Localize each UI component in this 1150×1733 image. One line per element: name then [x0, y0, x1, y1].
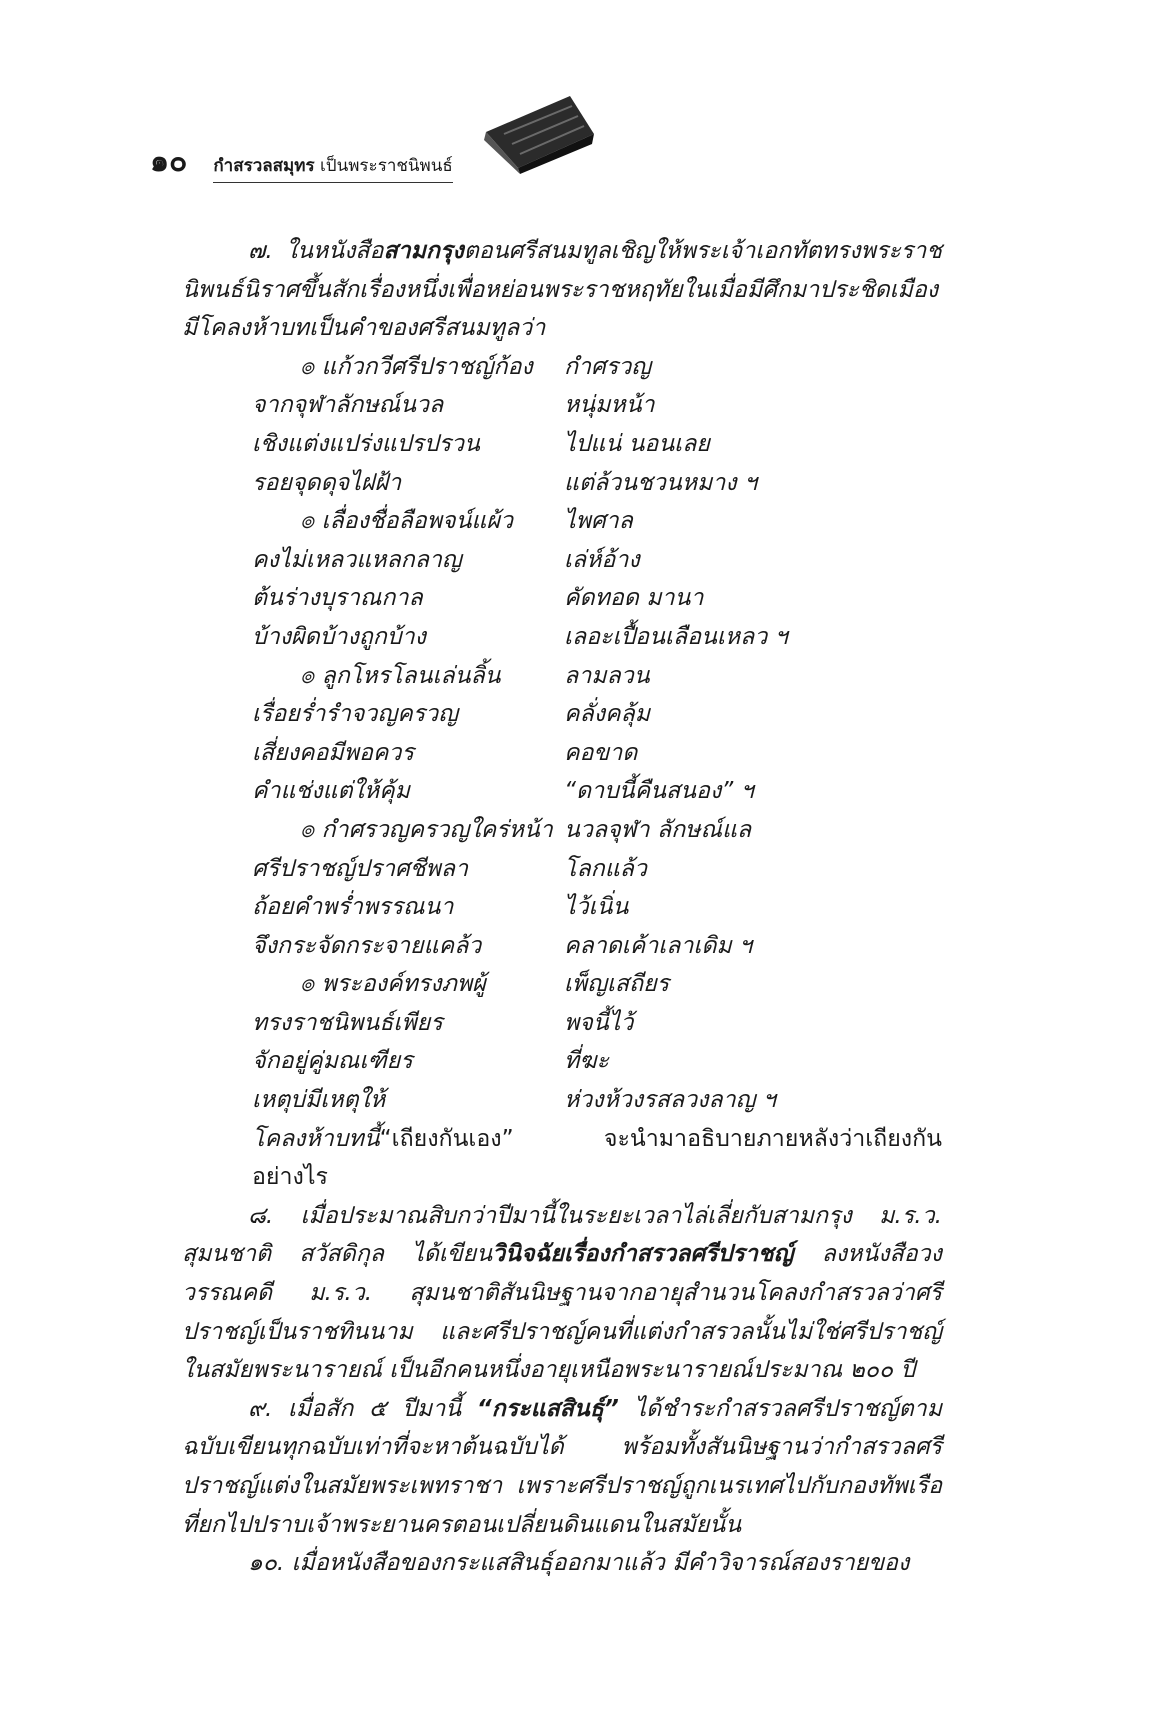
poem-line-second: คอขาด	[564, 738, 638, 766]
poem-line-first: รอยจุดดุจไฝฝ้า	[252, 468, 402, 496]
poem-line-first: จึงกระจัดกระจายแคล้ว	[252, 931, 482, 959]
poem-line-second: ไพศาล	[564, 507, 633, 535]
poem-line	[182, 464, 942, 503]
poem-line-first: ๏ แก้วกวีศรีปราชญ์ก้อง	[300, 352, 533, 380]
body-text	[182, 232, 942, 1583]
poem-line-second: เลอะเปื้อนเลือนเหลว ฯ	[564, 622, 788, 650]
poem-line	[182, 927, 942, 966]
poem-line-second: ที่ฆะ	[564, 1047, 609, 1075]
poem-line-first: ศรีปราชญ์ปราศชีพลา	[252, 854, 469, 882]
poem-line	[182, 850, 942, 889]
paragraph-10: ๑๐. เมื่อหนังสือของกระแสสินธุ์ออกมาแล้ว มีคำวิจารณ์สองรายของ	[248, 1549, 910, 1577]
poem-line-first: ทรงราชนิพนธ์เพียร	[252, 1008, 443, 1036]
poem-line-first: เรื่อยร่ำรำจวญครวญ	[252, 700, 458, 728]
poem-line-first: ๏ พระองค์ทรงภพผู้	[300, 970, 486, 998]
poem-line	[182, 1081, 942, 1120]
poem-line	[182, 1004, 942, 1043]
poem-line	[182, 657, 942, 696]
poem-line-second: คัดทอด มานา	[564, 584, 704, 612]
paragraph-8	[182, 1197, 942, 1390]
paragraph-9	[182, 1390, 942, 1544]
poem-line-first: คงไม่เหลวแหลกลาญ	[252, 545, 462, 573]
poem-line	[182, 888, 942, 927]
poem-line	[182, 618, 942, 657]
poem	[182, 348, 942, 1120]
paragraph-9-prefix: ๙. เมื่อสัก ๕ ปีมานี้	[248, 1394, 477, 1422]
poem-line	[182, 1042, 942, 1081]
poem-line-first: ถ้อยคำพร่ำพรรณนา	[252, 893, 454, 921]
poem-line-first: ๏ เลื่องชื่อลือพจน์แผ้ว	[300, 507, 513, 535]
poem-line-second: คลาดเค้าเลาเดิม ฯ	[564, 931, 753, 959]
poem-line	[182, 695, 942, 734]
poem-line-first: จักอยู่คู่มณเฑียร	[252, 1047, 413, 1075]
poem-line-second: หนุ่มหน้า	[564, 391, 655, 419]
after-poem-plain: “เถียงกันเอง” จะนำมาอธิบายภายหลังว่าเถียงกัน อย่างไร	[252, 1124, 942, 1191]
after-poem-line	[182, 1120, 942, 1197]
paragraph-7-bold: สามกรุง	[383, 237, 464, 264]
poem-line-first: ต้นร่างบุราณกาล	[252, 584, 423, 612]
poem-line	[182, 386, 942, 425]
poem-line	[182, 965, 942, 1004]
poem-line-first: จากจุฬาลักษณ์นวล	[252, 391, 444, 419]
poem-line-first: บ้างผิดบ้างถูกบ้าง	[252, 622, 426, 650]
paragraph-9-bold: “กระแสสินธุ์”	[476, 1394, 619, 1422]
paragraph-7	[182, 232, 942, 348]
paragraph-8-rest: ลงหนังสือวงวรรณคดี ม.ร.ว. สุมนชาติสันนิษฐานจากอายุสำนวนโคลงกำสรวลว่าศรีปราชญ์เป็นราชทินนาม และศรีปราชญ์คนที่แต่งกำสรวลนั้นไม่ใช่ศรีปราชญ์ในสมัยพระนารายณ์ เป็นอีกคนหนึ่งอายุเหนือพระนารายณ์ประมาณ ๒๐๐ ปี	[182, 1240, 942, 1384]
book-decoration-icon	[484, 94, 596, 174]
poem-line-second: “ดาบนี้คืนสนอง” ฯ	[564, 777, 754, 805]
poem-line	[182, 811, 942, 850]
poem-line-first: ๏ กำศรวญครวญใคร่หน้า	[300, 815, 553, 843]
page-header	[150, 138, 453, 185]
poem-line-second: กำศรวญ	[564, 352, 652, 380]
poem-line	[182, 734, 942, 773]
poem-line	[182, 348, 942, 387]
poem-line-first: ๏ ลูกโหรโลนเล่นลิ้น	[300, 661, 501, 689]
poem-line-first: เชิงแต่งแปร่งแปรปรวน	[252, 429, 480, 457]
poem-line-second: ห่วงห้วงรสลวงลาญ ฯ	[564, 1086, 776, 1114]
paragraph-8-bold: วินิจฉัยเรื่องกำสรวลศรีปราชญ์	[492, 1240, 794, 1268]
poem-line	[182, 425, 942, 464]
paragraph-7-rest: ตอนศรีสนมทูลเชิญให้พระเจ้าเอกทัตทรงพระราชนิพนธ์นิราศขึ้นสักเรื่องหนึ่งเพื่อหย่อนพระราชหฤทัยในเมื่อมีศึกมาประชิดเมือง มีโคลงห้าบทเป็นคำของศรีสนมทูลว่า	[182, 237, 942, 342]
poem-line-first: เหตุบ่มีเหตุให้	[252, 1086, 386, 1114]
poem-line	[182, 541, 942, 580]
paragraph-8-prefix: ๘. เมื่อประมาณสิบกว่าปีมานี้ในระยะเวลาไล่เลี่ยกับสามกรุง ม.ร.ว. สุมนชาติ สวัสดิกุล ได้เขียน	[182, 1201, 942, 1268]
poem-line-second: พจนี้ไว้	[564, 1008, 634, 1036]
page-number: ๑๐	[150, 144, 188, 179]
poem-line-second: คลั่งคลุ้ม	[564, 700, 651, 728]
poem-line-second: ไว้เนิ่น	[564, 893, 629, 921]
poem-line-second: ไปแน่ นอนเลย	[564, 429, 710, 457]
paragraph-9-rest: ได้ชำระกำสรวลศรีปราชญ์ตามฉบับเขียนทุกฉบับเท่าที่จะหาต้นฉบับได้ พร้อมทั้งสันนิษฐานว่ากำสรวลศรีปราชญ์แต่งในสมัยพระเพทราชา เพราะศรีปราชญ์ถูกเนรเทศไปกับกองทัพเรือที่ยกไปปราบเจ้าพระยานครตอนเปลี่ยนดินแดนในสมัยนั้น	[182, 1394, 942, 1538]
after-poem-italic: โคลงห้าบทนี้	[252, 1124, 380, 1152]
running-head	[213, 152, 452, 183]
running-head-subtitle: เป็นพระราชนิพนธ์	[314, 156, 453, 176]
poem-line-second: นวลจุฬา ลักษณ์แล	[564, 815, 752, 843]
poem-line-second: โลกแล้ว	[564, 854, 647, 882]
poem-line-second: เพ็ญเสถียร	[564, 970, 670, 998]
running-head-title: กำสรวลสมุทร	[213, 156, 315, 176]
poem-line	[182, 579, 942, 618]
poem-line	[182, 502, 942, 541]
poem-line-second: ลามลวน	[564, 661, 650, 689]
paragraph-7-prefix: ๗. ในหนังสือ	[248, 237, 384, 264]
poem-line	[182, 772, 942, 811]
poem-line-first: เสี่ยงคอมีพอควร	[252, 738, 414, 766]
poem-line-second: เล่ห์อ้าง	[564, 545, 640, 573]
poem-line-first: คำแช่งแต่ให้คุ้ม	[252, 777, 410, 805]
poem-line-second: แต่ล้วนชวนหมาง ฯ	[564, 468, 757, 496]
